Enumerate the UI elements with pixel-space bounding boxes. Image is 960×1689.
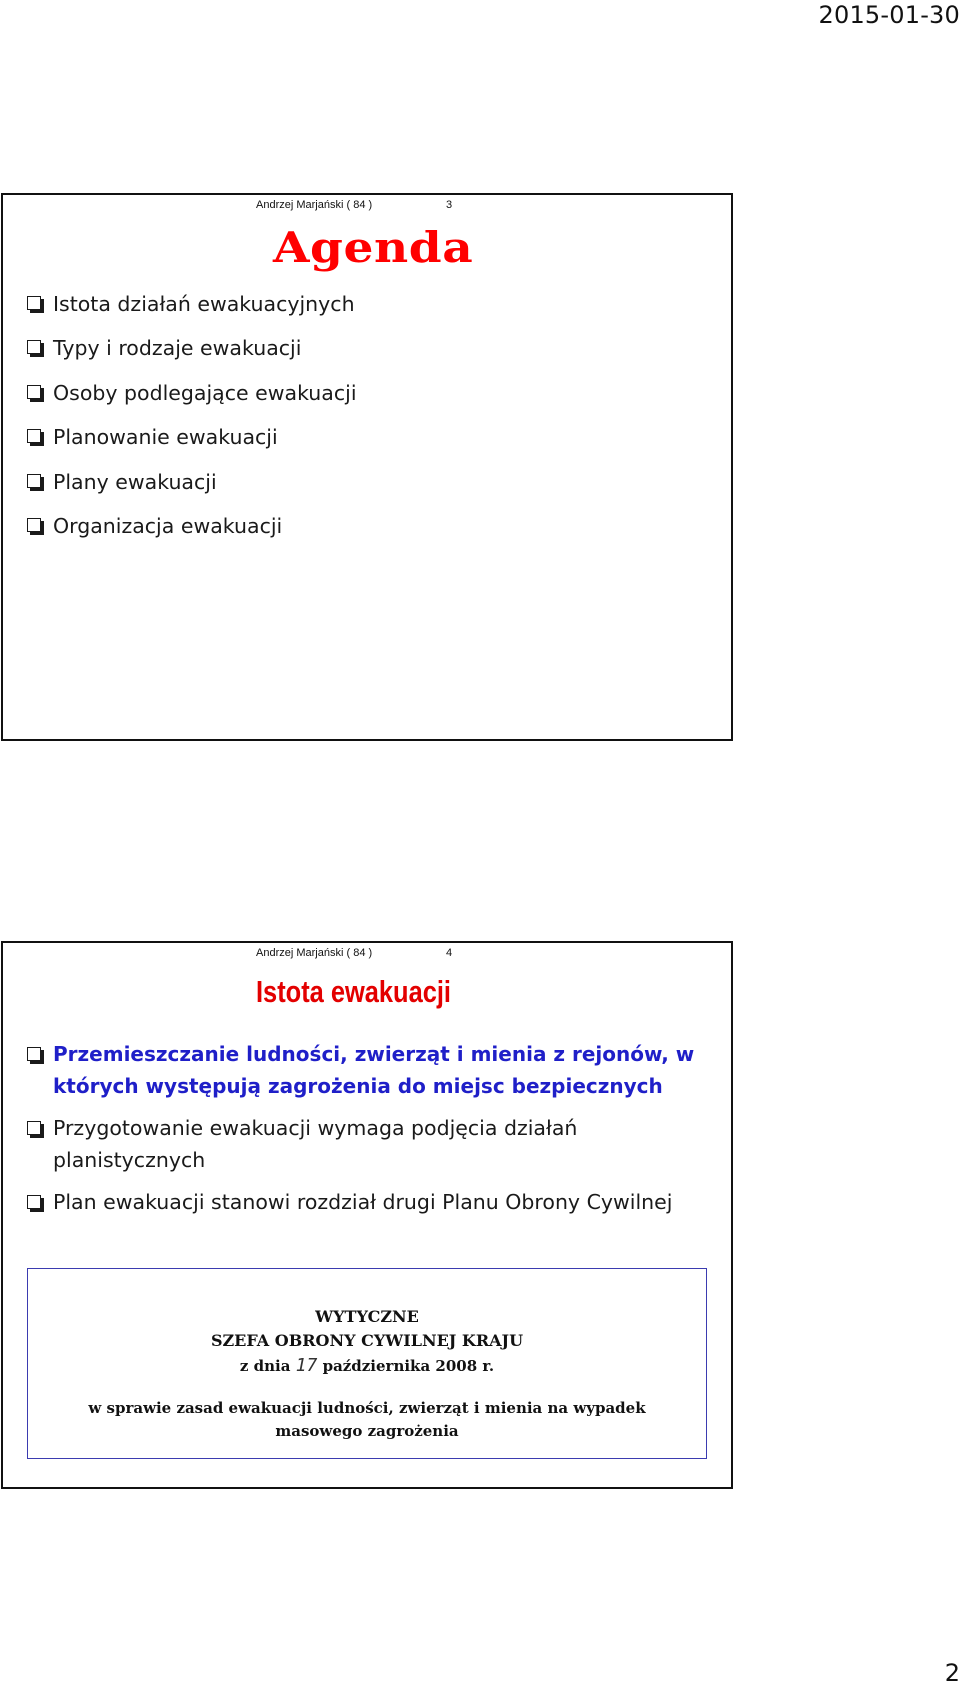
checkbox-bullet-icon — [27, 340, 41, 354]
slide-author: Andrzej Marjański ( 84 ) — [256, 947, 373, 959]
list-item — [25, 334, 357, 378]
list-item — [25, 468, 357, 512]
list-item-text: Przemieszczanie ludności, zwierząt i mienia z rejonów, w których występują zagrożenia do miejsc bezpiecznych — [53, 1042, 695, 1098]
checkbox-bullet-icon — [27, 1121, 41, 1135]
document-issuer: SZEFA OBRONY CYWILNEJ KRAJU — [210, 1331, 524, 1350]
list-item — [25, 1112, 725, 1176]
list-item-text: Organizacja ewakuacji — [53, 513, 283, 538]
slide-istota-ewakuacji — [1, 941, 733, 1489]
list-item — [25, 1038, 725, 1102]
checkbox-bullet-icon — [27, 429, 41, 443]
list-item-text: Plan ewakuacji stanowi rozdział drugi Planu Obrony Cywilnej — [53, 1190, 673, 1214]
checkbox-bullet-icon — [27, 385, 41, 399]
slide-title: Agenda — [273, 223, 474, 272]
checkbox-bullet-icon — [27, 518, 41, 532]
checkbox-bullet-icon — [27, 296, 41, 310]
document-excerpt — [27, 1268, 707, 1459]
list-item — [25, 290, 357, 334]
page-number: 2 — [944, 1659, 960, 1687]
list-item-text: Istota działań ewakuacyjnych — [53, 292, 355, 316]
document-date-day: 17 — [295, 1355, 318, 1376]
list-item-text: Przygotowanie ewakuacji wymaga podjęcia działań planistycznych — [53, 1116, 578, 1172]
slide-title: Istota ewakuacji — [256, 974, 451, 1009]
document-subject-cont: masowego zagrożenia — [275, 1422, 459, 1440]
document-date — [28, 1355, 706, 1376]
list-item-text: Plany ewakuacji — [53, 469, 217, 494]
list-item-text: Typy i rodzaje ewakuacji — [53, 336, 302, 361]
document-title: WYTYCZNE — [315, 1307, 419, 1326]
istota-list — [25, 1038, 725, 1228]
slide-number: 4 — [446, 947, 453, 959]
checkbox-bullet-icon — [27, 474, 41, 488]
document-subject: w sprawie zasad ewakuacji ludności, zwierząt i mienia na wypadek — [88, 1399, 646, 1417]
list-item — [25, 379, 357, 423]
list-item — [25, 512, 357, 556]
slide-agenda — [1, 193, 733, 741]
list-item — [25, 1186, 725, 1218]
document-date-suffix: października 2008 r. — [322, 1357, 495, 1375]
list-item — [25, 423, 357, 467]
document-date-prefix: z dnia — [239, 1357, 291, 1375]
checkbox-bullet-icon — [27, 1195, 41, 1209]
list-item-text: Osoby podlegające ewakuacji — [53, 380, 357, 405]
checkbox-bullet-icon — [27, 1047, 41, 1061]
slide-number: 3 — [446, 199, 453, 211]
slide-author: Andrzej Marjański ( 84 ) — [256, 199, 373, 211]
agenda-list — [25, 290, 357, 556]
page-date: 2015-01-30 — [818, 1, 960, 29]
list-item-text: Planowanie ewakuacji — [53, 425, 278, 450]
